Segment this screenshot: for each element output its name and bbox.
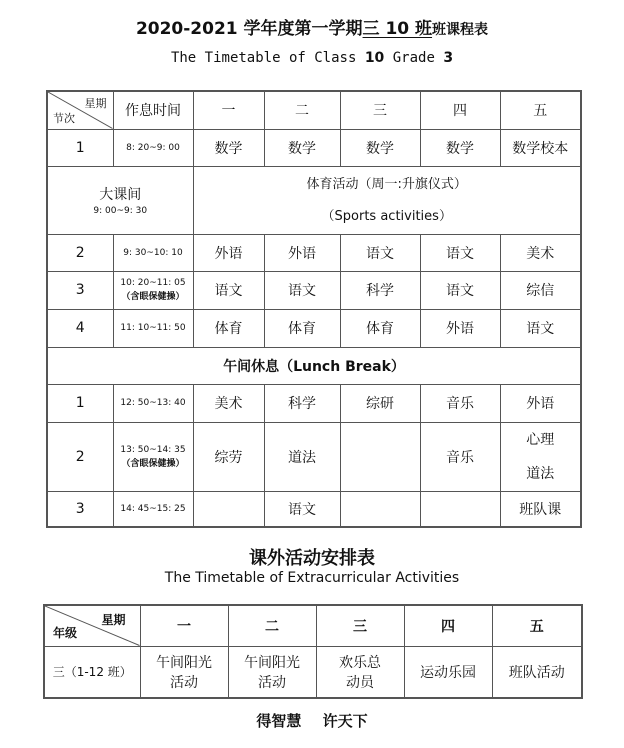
lunch-row [47, 347, 581, 384]
subtitle-grade-no: 3 [443, 50, 454, 66]
activity-line: 班队活动 [508, 664, 565, 681]
recess-activity-cn: 体育活动（周一:升旗仪式） [306, 177, 467, 192]
title-suffix: 班课程表 [432, 22, 489, 38]
class-cell-fri [500, 422, 581, 491]
period-time: 9: 30~10: 10 [113, 234, 193, 271]
period-num: 3 [47, 271, 113, 309]
table-row [47, 309, 581, 347]
footer-motto: 得智慧 许天下 [256, 712, 368, 730]
recess-time: 9: 00~9: 30 [93, 206, 148, 216]
class-cell: 数学 [193, 129, 264, 166]
class-cell: 道法 [264, 422, 340, 491]
activity-cell [228, 646, 316, 698]
class-cell: 数学 [340, 129, 420, 166]
day-header: 五 [492, 605, 582, 646]
day-header: 二 [228, 605, 316, 646]
class-cell: 数学 [420, 129, 500, 166]
activity-line: 欢乐总 [339, 654, 381, 671]
class-cell: 体育 [340, 309, 420, 347]
class-cell [193, 491, 264, 527]
class-cell: 班队课 [500, 491, 581, 527]
class-cell: 数学校本 [500, 129, 581, 166]
class-cell: 综信 [500, 271, 581, 309]
period-num: 1 [47, 129, 113, 166]
class-cell: 语文 [420, 271, 500, 309]
class-cell: 科学 [264, 384, 340, 422]
period-note: （含眼保健操） [121, 292, 185, 302]
header-row [47, 91, 581, 129]
class-line: 道法 [526, 465, 555, 482]
table-row [47, 422, 581, 491]
activity-cell [404, 646, 492, 698]
extra-title-en: The Timetable of Extracurricular Activities [164, 570, 460, 586]
activity-line: 午间阳光 [156, 654, 212, 671]
class-cell: 外语 [193, 234, 264, 271]
class-cell: 语文 [500, 309, 581, 347]
day-header: 四 [404, 605, 492, 646]
class-cell: 语文 [264, 271, 340, 309]
day-header: 三 [340, 91, 420, 129]
period-time: 13: 50~14: 35 [120, 444, 186, 455]
period-num: 4 [47, 309, 113, 347]
period-time: 8: 20~9: 00 [113, 129, 193, 166]
class-cell: 体育 [264, 309, 340, 347]
class-cell: 外语 [264, 234, 340, 271]
class-cell [420, 491, 500, 527]
corner-cell [44, 605, 140, 646]
page-subtitle [0, 50, 624, 66]
table-row [47, 234, 581, 271]
grade-cell: 三（1-12 班） [44, 646, 140, 698]
class-cell: 语文 [340, 234, 420, 271]
day-header: 一 [140, 605, 228, 646]
activity-cell [140, 646, 228, 698]
period-num: 2 [47, 422, 113, 491]
day-header: 四 [420, 91, 500, 129]
period-time-cell [113, 422, 193, 491]
activity-line: 午间阳光 [244, 654, 300, 671]
title-prefix: 2020-2021 学年度第一学期 [135, 19, 363, 39]
class-cell [340, 491, 420, 527]
activity-cell [492, 646, 582, 698]
time-header: 作息时间 [113, 91, 193, 129]
class-cell: 语文 [420, 234, 500, 271]
header-row [44, 605, 582, 646]
class-cell: 科学 [340, 271, 420, 309]
class-cell: 外语 [420, 309, 500, 347]
period-num: 3 [47, 491, 113, 527]
class-cell: 语文 [264, 491, 340, 527]
recess-activity-en: （Sports activities） [321, 209, 452, 224]
timetable [46, 90, 582, 528]
activity-cell [316, 646, 404, 698]
recess-activity [193, 166, 581, 234]
class-cell: 数学 [264, 129, 340, 166]
title-class: 三 10 班 [362, 19, 433, 39]
class-cell: 语文 [193, 271, 264, 309]
class-cell: 美术 [193, 384, 264, 422]
subtitle-prefix: The Timetable of Class [170, 50, 365, 66]
class-cell: 外语 [500, 384, 581, 422]
table-row [47, 271, 581, 309]
day-header: 一 [193, 91, 264, 129]
extra-title: 课外活动安排表 [249, 548, 375, 569]
class-cell: 美术 [500, 234, 581, 271]
period-num: 2 [47, 234, 113, 271]
page-title [0, 14, 624, 39]
corner-period: 节次 [53, 111, 75, 125]
corner-weekday: 星期 [101, 613, 126, 627]
day-header: 二 [264, 91, 340, 129]
activity-line: 动员 [346, 674, 374, 691]
recess-row [47, 166, 581, 234]
class-cell: 体育 [193, 309, 264, 347]
subtitle-mid: Grade [384, 50, 444, 66]
lunch-break: 午间休息（Lunch Break） [47, 347, 581, 384]
class-cell: 音乐 [420, 422, 500, 491]
corner-grade: 年级 [53, 625, 78, 640]
day-header: 五 [500, 91, 581, 129]
period-time: 10: 20~11: 05 [120, 278, 186, 288]
table-row [47, 384, 581, 422]
extracurricular-table [43, 604, 583, 699]
class-line: 心理 [526, 431, 555, 448]
period-num: 1 [47, 384, 113, 422]
class-cell: 综劳 [193, 422, 264, 491]
class-cell [340, 422, 420, 491]
activity-line: 活动 [170, 674, 198, 691]
table-row [47, 491, 581, 527]
day-header: 三 [316, 605, 404, 646]
recess-label: 大课间 [99, 187, 142, 203]
subtitle-class-no: 10 [364, 50, 385, 66]
table-row [44, 646, 582, 698]
activity-line: 运动乐园 [420, 664, 476, 681]
period-time: 12: 50~13: 40 [113, 384, 193, 422]
corner-weekday: 星期 [84, 97, 107, 110]
corner-cell [47, 91, 113, 129]
class-cell: 音乐 [420, 384, 500, 422]
class-cell: 综研 [340, 384, 420, 422]
activity-line: 活动 [258, 674, 286, 691]
table-row [47, 129, 581, 166]
period-time-cell [113, 271, 193, 309]
period-time: 14: 45~15: 25 [113, 491, 193, 527]
recess-cell [47, 166, 193, 234]
period-time: 11: 10~11: 50 [113, 309, 193, 347]
period-note: （含眼保健操） [121, 458, 185, 469]
